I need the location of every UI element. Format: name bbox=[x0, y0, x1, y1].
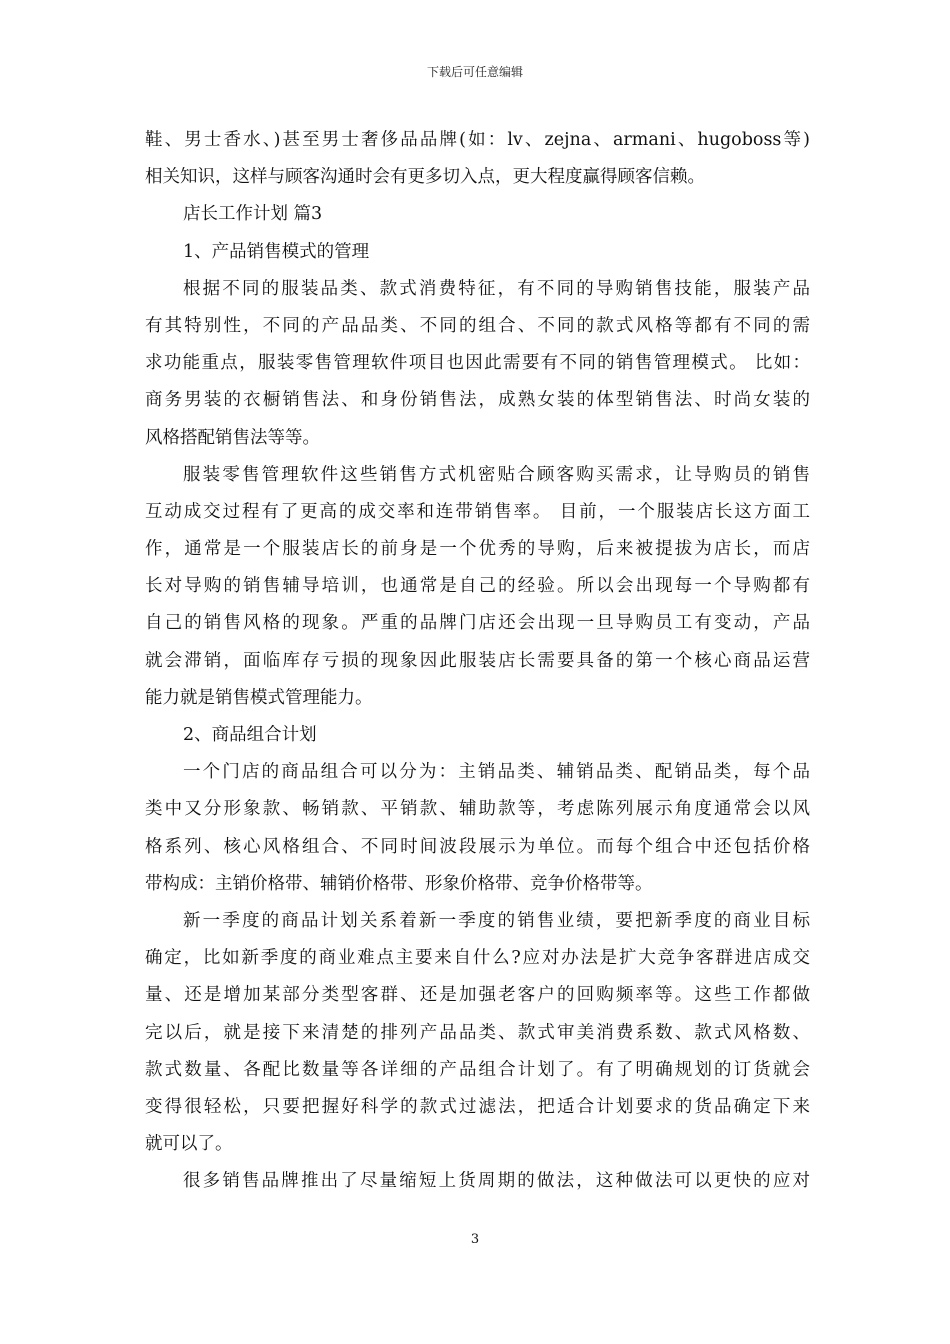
text-line: 完以后，就是接下来清楚的排列产品品类、款式审美消费系数、款式风格数、 bbox=[145, 1022, 810, 1043]
text-line: 确定，比如新季度的商业难点主要来自什么?应对办法是扩大竞争客群进店成交 bbox=[145, 948, 810, 969]
text-line: 服装零售管理软件这些销售方式机密贴合顾客购买需求，让导购员的销售 bbox=[183, 464, 810, 485]
text-line: 就会滞销，面临库存亏损的现象因此服装店长需要具备的第一个核心商品运营 bbox=[145, 650, 810, 671]
text-line: 自己的销售风格的现象。严重的品牌门店还会出现一旦导购员工有变动，产品 bbox=[145, 613, 810, 634]
text-line: 根据不同的服装品类、款式消费特征，有不同的导购销售技能，服装产品 bbox=[183, 278, 810, 299]
text-line: 款式数量、各配比数量等各详细的产品组合计划了。有了明确规划的订货就会 bbox=[145, 1059, 810, 1080]
text-line: 变得很轻松，只要把握好科学的款式过滤法，把适合计划要求的货品确定下来 bbox=[145, 1096, 810, 1117]
text-line: 格系列、核心风格组合、不同时间波段展示为单位。而每个组合中还包括价格 bbox=[145, 836, 810, 857]
page-header: 下载后可任意编辑 bbox=[426, 65, 523, 79]
text-line: 鞋、男士香水、)甚至男士奢侈品品牌(如：lv、zejna、armani、hugoboss等) bbox=[145, 130, 810, 150]
document-body bbox=[145, 122, 810, 1200]
text-line: 风格搭配销售法等等。 bbox=[145, 427, 320, 448]
text-line: 一个门店的商品组合可以分为：主销品类、辅销品类、配销品类，每个品 bbox=[183, 762, 810, 783]
section-title: 店长工作计划 篇3 bbox=[183, 204, 323, 225]
text-line: 类中又分形象款、畅销款、平销款、辅助款等，考虑陈列展示角度通常会以风 bbox=[145, 799, 810, 820]
text-line: 相关知识，这样与顾客沟通时会有更多切入点，更大程度赢得顾客信赖。 bbox=[145, 167, 705, 188]
text-line: 有其特别性，不同的产品品类、不同的组合、不同的款式风格等都有不同的需 bbox=[145, 315, 810, 336]
text-line: 量、还是增加某部分类型客群、还是加强老客户的回购频率等。这些工作都做 bbox=[145, 985, 810, 1006]
subsection-heading: 2、商品组合计划 bbox=[183, 725, 317, 745]
page-number: 3 bbox=[470, 1232, 480, 1247]
text-line: 商务男装的衣橱销售法、和身份销售法，成熟女装的体型销售法、时尚女装的 bbox=[145, 390, 810, 411]
text-line: 带构成：主销价格带、辅销价格带、形象价格带、竞争价格带等。 bbox=[145, 873, 653, 894]
text-line: 很多销售品牌推出了尽量缩短上货周期的做法，这种做法可以更快的应对 bbox=[183, 1171, 810, 1192]
text-line: 互动成交过程有了更高的成交率和连带销售率。 目前，一个服装店长这方面工 bbox=[145, 501, 810, 522]
text-line: 就可以了。 bbox=[145, 1134, 233, 1155]
text-line: 能力就是销售模式管理能力。 bbox=[145, 687, 373, 708]
text-line: 长对导购的销售辅导培训，也通常是自己的经验。所以会出现每一个导购都有 bbox=[145, 576, 810, 597]
text-line: 求功能重点，服装零售管理软件项目也因此需要有不同的销售管理模式。 比如： bbox=[145, 353, 810, 374]
text-line: 新一季度的商品计划关系着新一季度的销售业绩，要把新季度的商业目标 bbox=[183, 910, 810, 931]
subsection-heading: 1、产品销售模式的管理 bbox=[183, 241, 370, 262]
text-line: 作，通常是一个服装店长的前身是一个优秀的导购，后来被提拔为店长，而店 bbox=[145, 539, 810, 560]
